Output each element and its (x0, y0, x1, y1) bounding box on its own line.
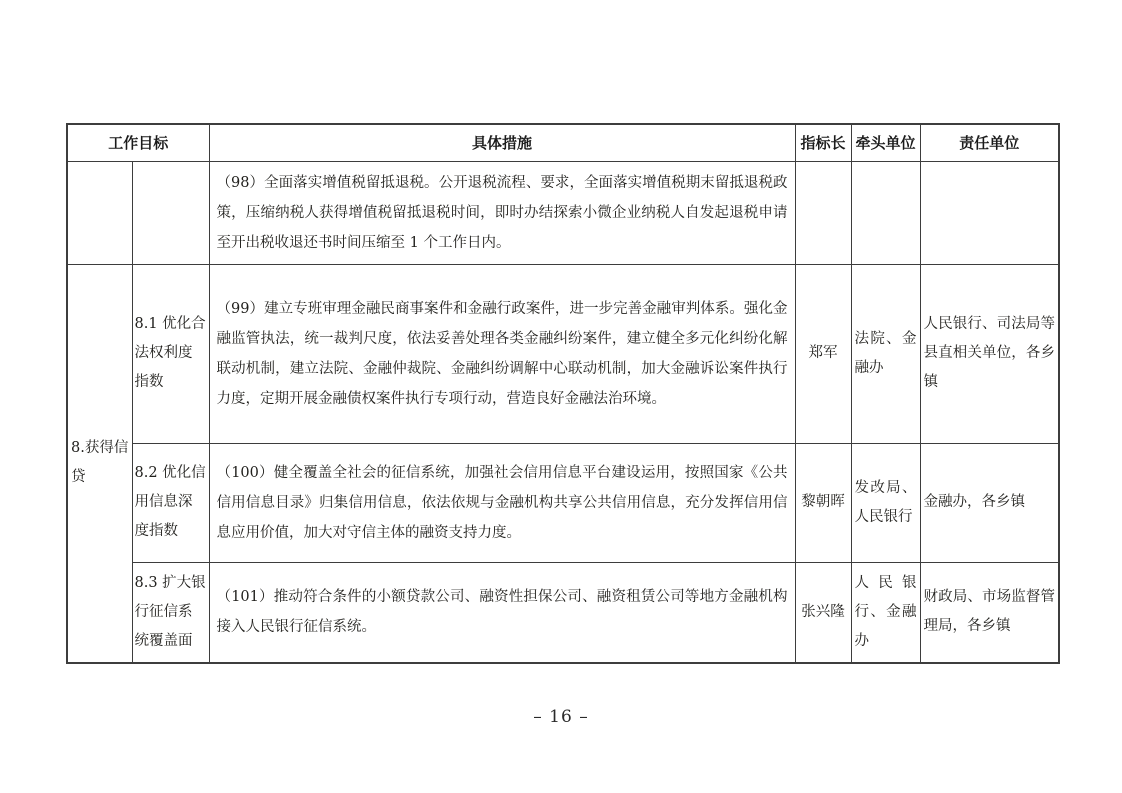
header-work-goal: 工作目标 (67, 124, 209, 161)
measure-cell-98: （98）全面落实增值税留抵退税。公开退税流程、要求，全面落实增值税期末留抵退税政策，压缩纳税人获得增值税留抵退税时间，即时办结探索小微企业纳税人自发起退税申请至开出税收退还书时间压缩至 1 个工作日内。 (209, 161, 795, 264)
table-row (67, 562, 1059, 663)
responsible-unit-cell: 金融办，各乡镇 (920, 443, 1059, 562)
goal-cell-credit: 8.获得信贷 (67, 264, 132, 663)
responsible-unit-cell: 人民银行、司法局等县直相关单位，各乡镇 (920, 264, 1059, 443)
measure-cell-99: （99）建立专班审理金融民商事案件和金融行政案件，进一步完善金融审判体系。强化金融监管执法，统一裁判尺度，依法妥善处理各类金融纠纷案件，建立健全多元化纠纷化解联动机制，建立法院、金融仲裁院、金融纠纷调解中心联动机制，加大金融诉讼案件执行力度，定期开展金融债权案件执行专项行动，营造良好金融法治环境。 (209, 264, 795, 443)
table-row (67, 264, 1059, 443)
indicator-chief-cell (795, 161, 851, 264)
table-header-row (67, 124, 1059, 161)
header-indicator-chief: 指标长 (795, 124, 851, 161)
page-number: – 16 – (533, 707, 589, 727)
responsible-unit-cell (920, 161, 1059, 264)
indicator-chief-cell: 黎朝晖 (795, 443, 851, 562)
indicator-chief-cell: 郑军 (795, 264, 851, 443)
lead-unit-cell: 法院、金融办 (851, 264, 920, 443)
work-plan-table (66, 123, 1060, 664)
table-row (67, 443, 1059, 562)
indicator-chief-cell: 张兴隆 (795, 562, 851, 663)
subgoal-cell-8-2: 8.2 优化信用信息深度指数 (132, 443, 209, 562)
measure-cell-101: （101）推动符合条件的小额贷款公司、融资性担保公司、融资租赁公司等地方金融机构接入人民银行征信系统。 (209, 562, 795, 663)
responsible-unit-cell: 财政局、市场监督管理局，各乡镇 (920, 562, 1059, 663)
goal-cell-empty (67, 161, 132, 264)
subgoal-cell-8-1: 8.1 优化合法权利度指数 (132, 264, 209, 443)
measure-cell-100: （100）健全覆盖全社会的征信系统，加强社会信用信息平台建设运用，按照国家《公共信用信息目录》归集信用信息，依法依规与金融机构共享公共信用信息，充分发挥信用信息应用价值，加大对守信主体的融资支持力度。 (209, 443, 795, 562)
table-row (67, 161, 1059, 264)
subgoal-cell-8-3: 8.3 扩大银行征信系统覆盖面 (132, 562, 209, 663)
lead-unit-cell: 发改局、人民银行 (851, 443, 920, 562)
lead-unit-cell (851, 161, 920, 264)
lead-unit-cell: 人民银行、金融办 (851, 562, 920, 663)
header-lead-unit: 牵头单位 (851, 124, 920, 161)
header-measures: 具体措施 (209, 124, 795, 161)
subgoal-cell-empty (132, 161, 209, 264)
header-responsible-unit: 责任单位 (920, 124, 1059, 161)
